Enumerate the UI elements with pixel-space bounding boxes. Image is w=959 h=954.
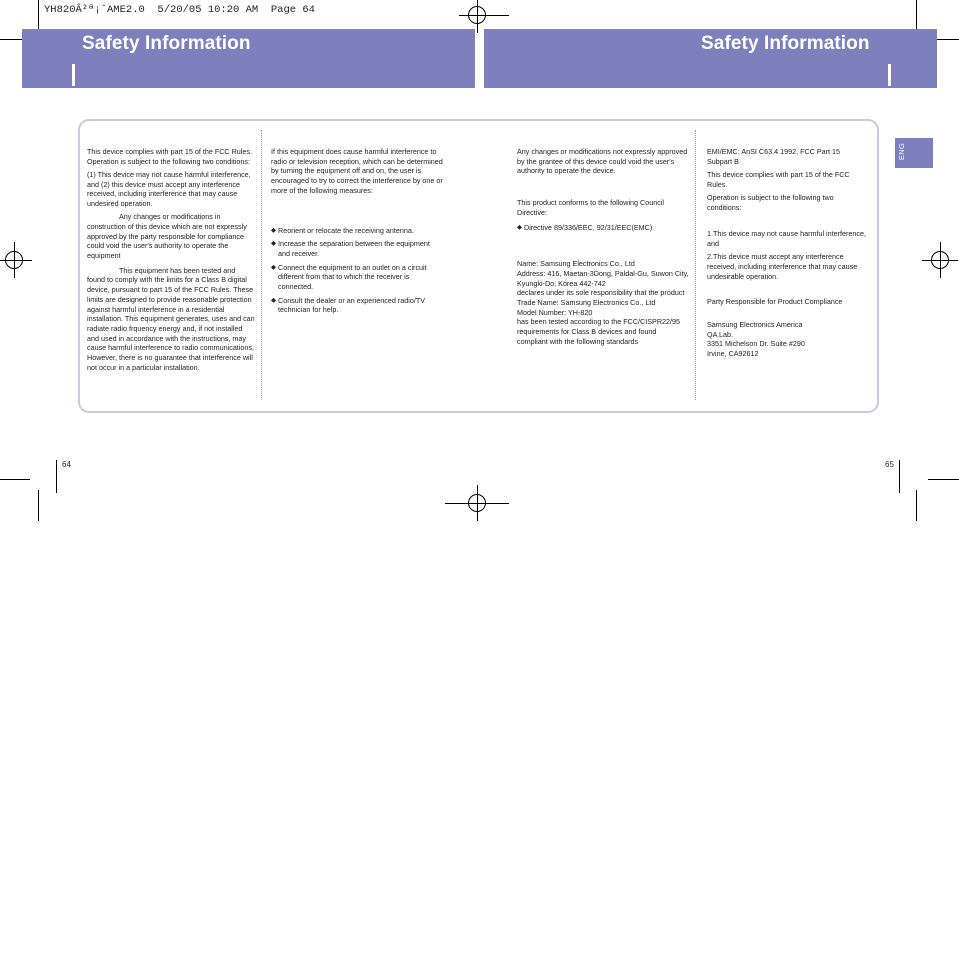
declaration-block: Name: Samsung Electronics Co., Ltd Address: 416, Maetan-3Dong, Paldal-Gu, Suwon City, Kyungki-Do, Korea 442-742 declares under its sole responsibility that the product Trade Name: Samsung Electronics Co., Ltd Model Number: YH-820 has been tested according to the FCC/CISPR22/95 requirements for Class B devices and found compliant with the following standards <box>517 259 689 346</box>
conditions-text: (1) This device may not cause harmful interference, and (2) this device must accept any interference received, including interference that may cause undesired operation. <box>87 169 251 209</box>
grantee-text: Any changes or modifications not expressly approved by the grantee of this device could void the user's authority to operate the device. <box>517 147 688 176</box>
column-2 <box>271 147 443 319</box>
column-4 <box>707 147 867 359</box>
crop-mark <box>916 490 917 521</box>
crop-mark <box>38 490 39 521</box>
council-directive-text: This product conforms to the following Council Directive: <box>517 198 665 217</box>
interference-intro: If this equipment does cause harmful interference to radio or television reception, which can be determined by turning the equipment off and on, the user is encouraged to try to correct the interference by one or more of the following measures: <box>271 147 443 195</box>
fcc-compliance-text: This device complies with part 15 of the FCC Rules. <box>707 169 850 189</box>
condition-1-text: 1.This device may not cause harmful interference, and <box>707 229 866 248</box>
crop-mark <box>38 0 39 30</box>
print-slug: YH820Â²ª¡ˆAME2.0 5/20/05 10:20 AM Page 64 <box>44 4 315 16</box>
crop-mark <box>56 460 57 493</box>
column-1 <box>87 147 255 376</box>
column-divider <box>261 130 262 400</box>
registration-mark <box>459 485 495 521</box>
list-item: ◆ Directive 89/336/EEC, 92/31/EEC(EMC) <box>517 222 653 232</box>
page-number-right: 65 <box>885 460 894 469</box>
diamond-bullet-icon: ◆ <box>271 226 276 234</box>
operation-text: Operation is subject to the following two conditions: <box>707 192 834 212</box>
registration-mark <box>0 242 32 278</box>
crop-mark <box>928 479 959 480</box>
condition-2-text: 2.This device must accept any interference received, including interference that may cause undesirable operation. <box>707 252 858 281</box>
registration-mark <box>922 242 958 278</box>
responsible-party-text: Party Responsible for Product Compliance <box>707 297 843 307</box>
title-bar-right <box>888 64 891 86</box>
list-item: ◆ Increase the separation between the equipment and receiver. <box>271 239 430 258</box>
fcc-compliance-text: This device complies with part 15 of the FCC Rules. Operation is subject to the following two conditions: <box>87 147 252 166</box>
title-bar-left <box>72 64 75 86</box>
list-item: ◆ Consult the dealer or an experienced radio/TV technician for help. <box>271 295 426 315</box>
class-b-text: This equipment has been tested and found to comply with the limits for a Class B digital device, pursuant to part 15 of the FCC Rules. These limits are designed to provide reasonable protection against harmful interference in a residential installation. This equipment generates, uses and can radiate radio frquency energy and, if not installed and used in accordance with the instructions, may cause harmful interference to radio communications, However, there is no guarantee that interference will not occur in a particular installation. <box>87 265 255 372</box>
column-3 <box>517 147 689 347</box>
page-number-left: 64 <box>62 460 71 469</box>
crop-mark <box>899 460 900 493</box>
page-title-left: Safety Information <box>82 33 251 54</box>
list-item: ◆ Connect the equipment to an outlet on a circuit different from that to which the receiver is connected. <box>271 262 427 292</box>
crop-mark <box>916 0 917 30</box>
diamond-bullet-icon: ◆ <box>271 296 276 304</box>
page-title-right: Safety Information <box>701 33 870 54</box>
list-item: ◆ Reorient or relocate the receiving antenna. <box>271 225 414 235</box>
address-block: Samsung Electronics America QA Lab. 3351 Michelson Dr. Suite #290 Irvine, CA92612 <box>707 319 805 359</box>
emi-emc-text: EMI/EMC: AnSI C63.4 1992, FCC Part 15 Subpart B <box>707 147 841 166</box>
modifications-text: Any changes or modifications in construction of this device which are not expressly approved by the party responsible for compliance could void the user's authority to operate the equipment <box>87 212 247 261</box>
diamond-bullet-icon: ◆ <box>271 240 276 248</box>
column-divider <box>695 130 696 400</box>
crop-mark <box>0 479 30 480</box>
language-tab <box>895 138 933 168</box>
diamond-bullet-icon: ◆ <box>517 223 522 231</box>
language-tab-label: ENG <box>897 142 906 160</box>
diamond-bullet-icon: ◆ <box>271 263 276 271</box>
